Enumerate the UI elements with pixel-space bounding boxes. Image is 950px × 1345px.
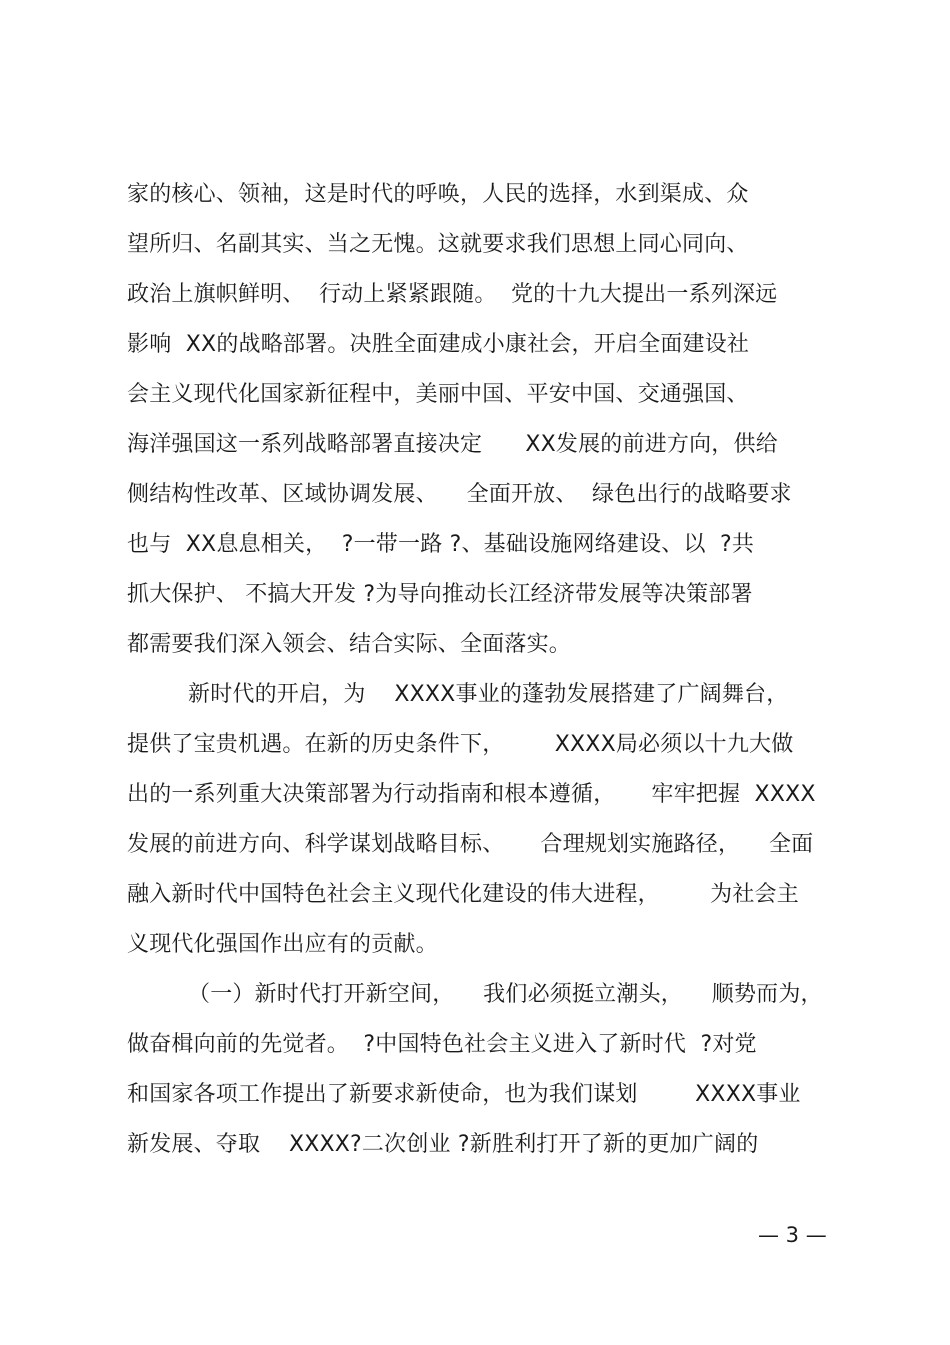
text-line-4: 影响 XX的战略部署。决胜全面建成小康社会，开启全面建设社	[127, 332, 750, 357]
text-line-3: 政治上旗帜鲜明、 行动上紧紧跟随。 党的十九大提出一系列深远	[127, 282, 778, 307]
text-line-10: 都需要我们深入领会、结合实际、全面落实。	[127, 632, 572, 657]
text-line-19: 和国家各项工作提出了新要求新使命，也为我们谋划 XXXX事业	[127, 1082, 801, 1107]
page-number: — 3 —	[758, 1223, 827, 1247]
text-line-6: 海洋强国这一系列战略部署直接决定 XX发展的前进方向，供给	[127, 432, 778, 457]
text-line-18: 做奋楫向前的先觉者。 ?中国特色社会主义进入了新时代 ?对党	[127, 1032, 757, 1057]
text-line-5: 会主义现代化国家新征程中，美丽中国、平安中国、交通强国、	[127, 382, 749, 407]
paragraph-2-start: 新时代的开启，为 XXXX事业的蓬勃发展搭建了广阔舞台，	[188, 682, 789, 707]
text-line-7: 侧结构性改革、区域协调发展、 全面开放、 绿色出行的战略要求	[127, 482, 792, 507]
text-line-12: 提供了宝贵机遇。在新的历史条件下， XXXX局必须以十九大做	[127, 732, 794, 757]
text-line-20: 新发展、夺取 XXXX?二次创业 ?新胜利打开了新的更加广阔的	[127, 1132, 759, 1157]
text-line-9: 抓大保护、 不搞大开发 ?为导向推动长江经济带发展等决策部署	[127, 582, 753, 607]
text-line-2: 望所归、名副其实、当之无愧。这就要求我们思想上同心同向、	[127, 232, 749, 257]
text-line-1: 家的核心、领袖，这是时代的呼唤，人民的选择，水到渠成、众	[127, 182, 749, 207]
text-line-14: 发展的前进方向、科学谋划战略目标、 合理规划实施路径， 全面	[127, 832, 814, 857]
text-line-13: 出的一系列重大决策部署为行动指南和根本遵循， 牢牢把握 XXXX	[127, 782, 816, 807]
text-line-15: 融入新时代中国特色社会主义现代化建设的伟大进程， 为社会主	[127, 882, 799, 907]
text-line-16: 义现代化强国作出应有的贡献。	[127, 932, 438, 957]
section-heading-1: （一）新时代打开新空间， 我们必须挺立潮头， 顺势而为，	[188, 982, 823, 1007]
text-line-8: 也与 XX息息相关， ?一带一路 ?、基础设施网络建设、以 ?共	[127, 532, 755, 557]
